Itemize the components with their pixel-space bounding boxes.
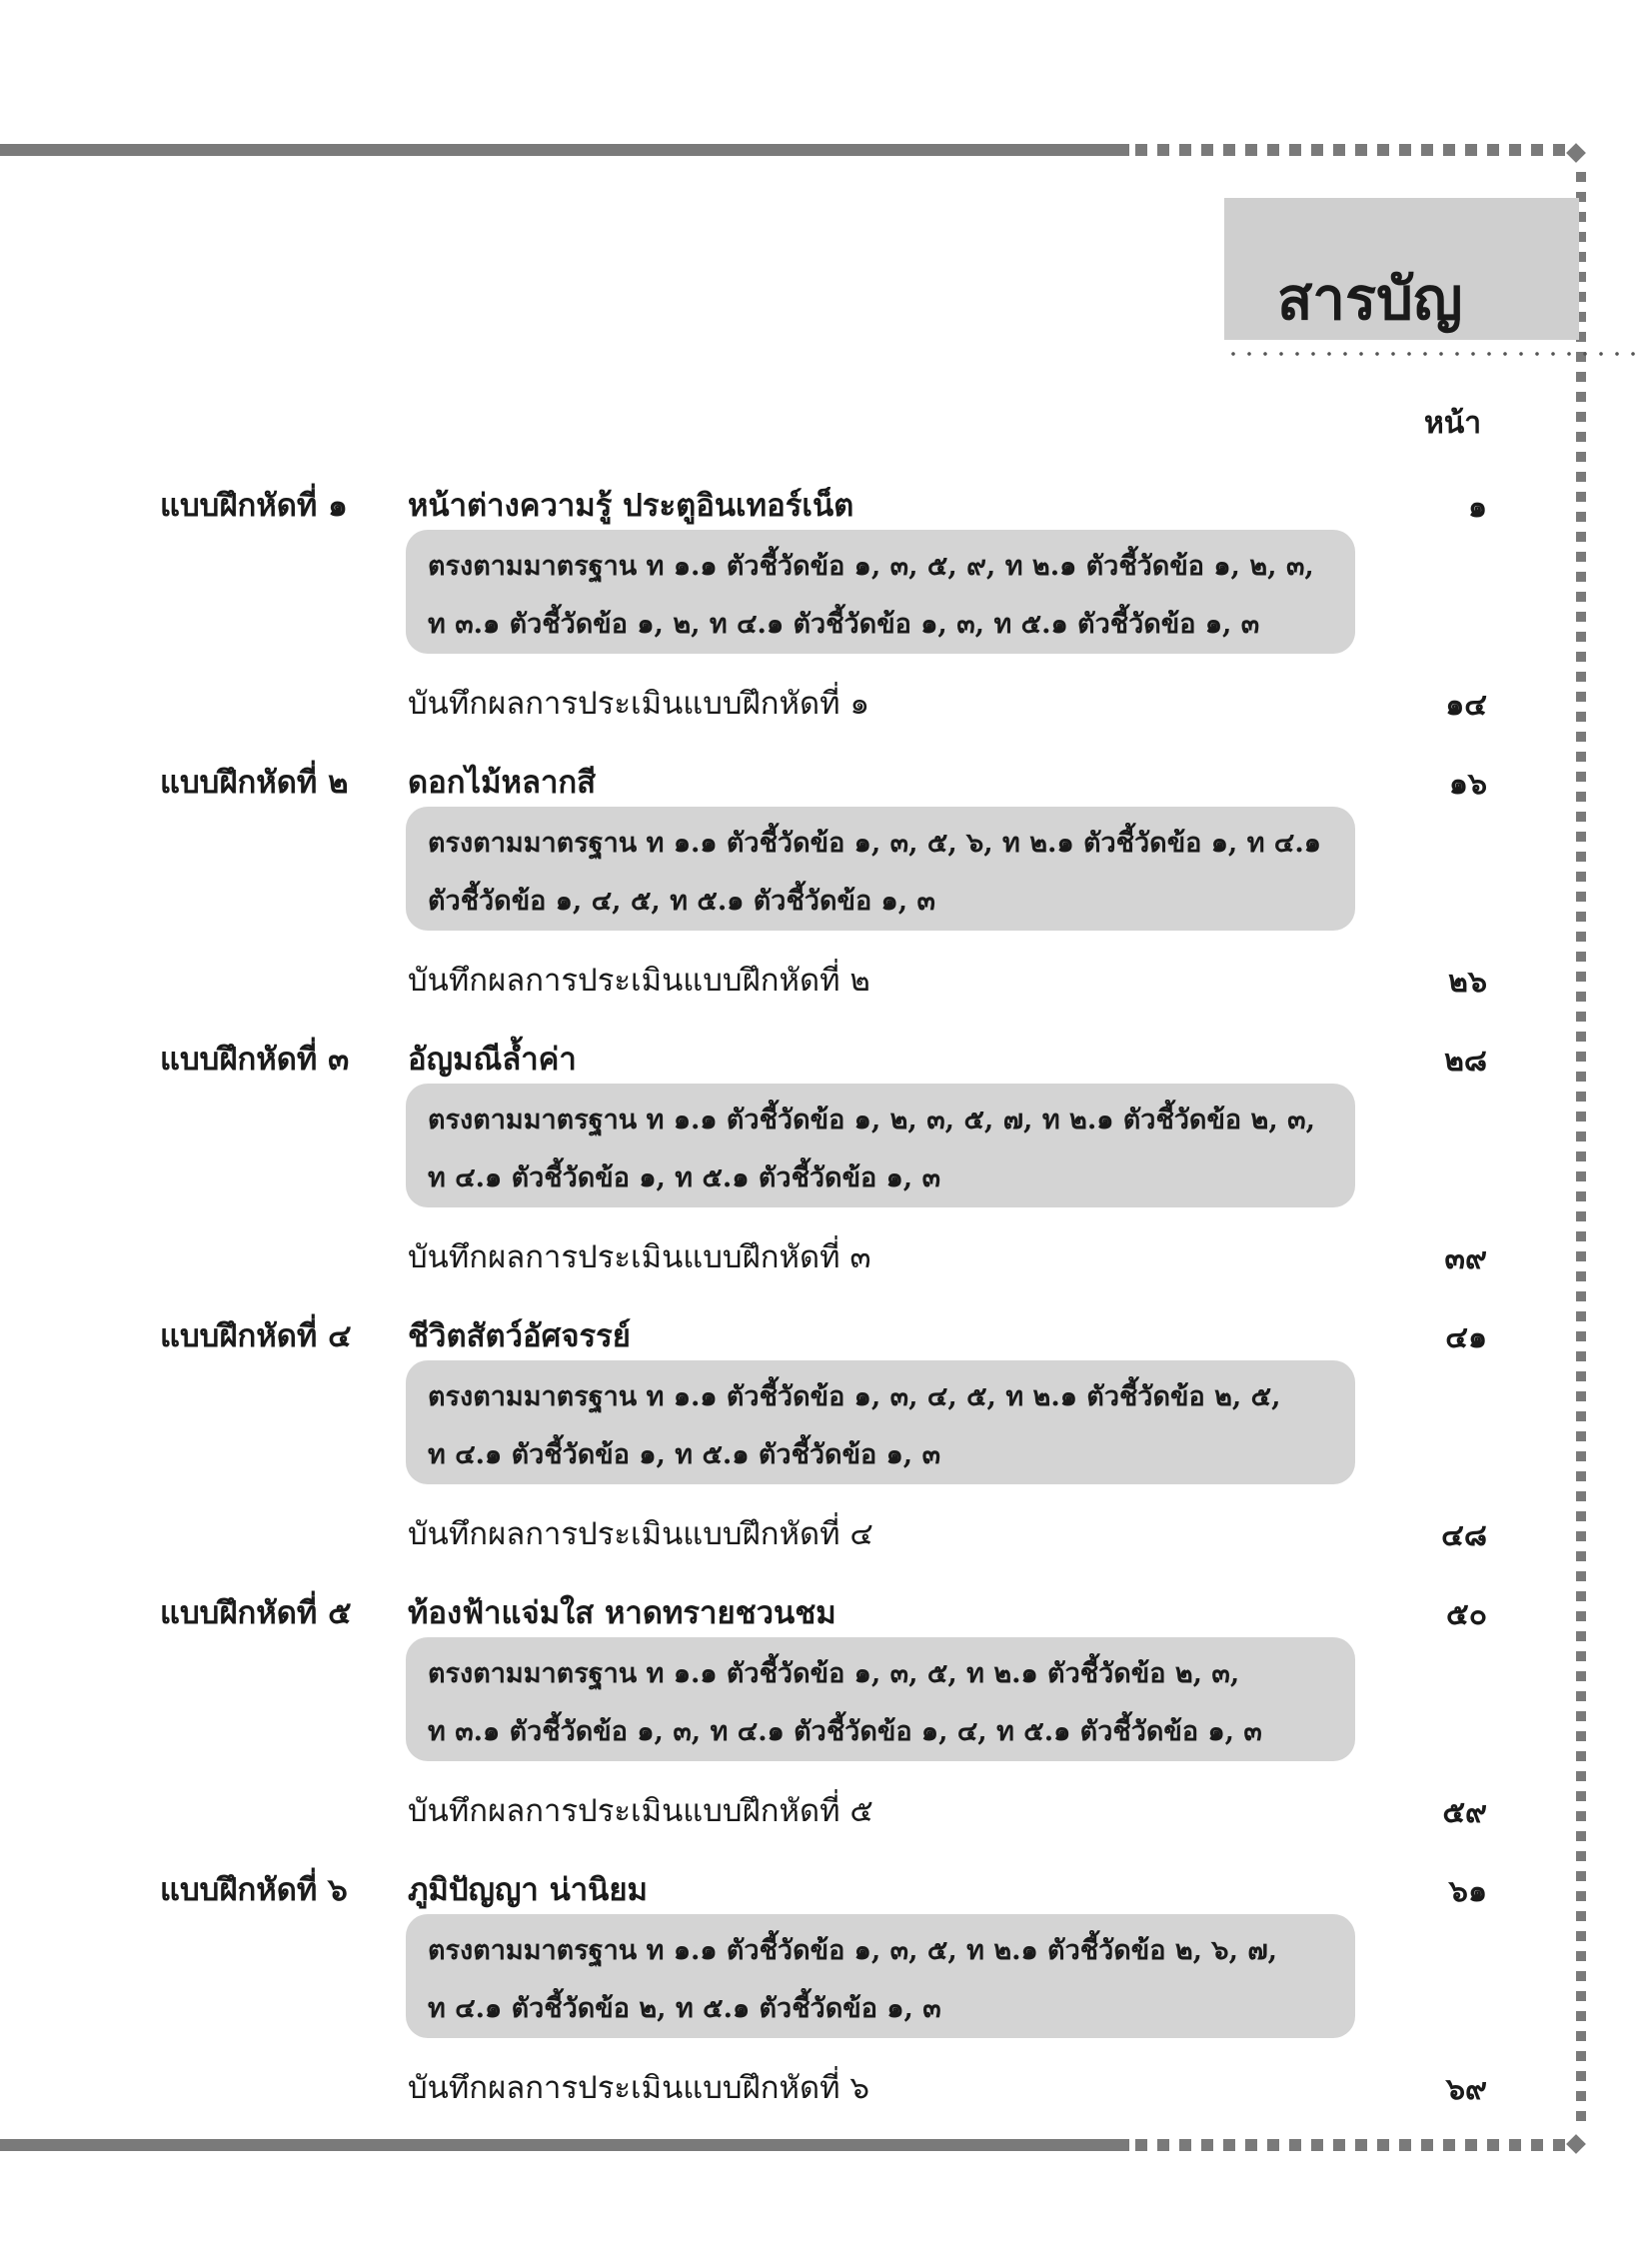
standards-line: ท ๔.๑ ตัวชี้วัดข้อ ๑, ท ๕.๑ ตัวชี้วัดข้อ ๑, ๓: [428, 1162, 941, 1193]
assessment-record-title: บันทึกผลการประเมินแบบฝึกหัดที่ ๓: [408, 1239, 871, 1275]
top-border-dashed: [1135, 144, 1571, 156]
standards-box: [406, 1360, 1355, 1484]
exercise-title: หน้าต่างความรู้ ประตูอินเทอร์เน็ต: [408, 488, 854, 524]
exercise-title: อัญมณีล้ำค่า: [408, 1042, 577, 1078]
standards-box: [406, 530, 1355, 654]
exercise-page-number: ๕๐: [1445, 1597, 1487, 1632]
top-border-solid: [0, 144, 1129, 156]
exercise-title: ท้องฟ้าแจ่มใส หาดทรายชวนชม: [408, 1595, 836, 1631]
assessment-record-page: ๑๔: [1445, 688, 1487, 723]
exercise-label: แบบฝึกหัดที่ ๔: [160, 1318, 352, 1354]
standards-box: [406, 807, 1355, 931]
standards-line: ท ๓.๑ ตัวชี้วัดข้อ ๑, ๒, ท ๔.๑ ตัวชี้วัดข้อ ๑, ๓, ท ๕.๑ ตัวชี้วัดข้อ ๑, ๓: [428, 609, 1260, 640]
exercise-label: แบบฝึกหัดที่ ๖: [160, 1872, 348, 1908]
assessment-record-page: ๖๙: [1445, 2072, 1487, 2107]
standards-line: ตรงตามมาตรฐาน ท ๑.๑ ตัวชี้วัดข้อ ๑, ๓, ๕, ท ๒.๑ ตัวชี้วัดข้อ ๒, ๖, ๗,: [428, 1935, 1278, 1966]
assessment-record-page: ๕๙: [1442, 1795, 1487, 1830]
assessment-record-title: บันทึกผลการประเมินแบบฝึกหัดที่ ๖: [408, 2070, 870, 2106]
standards-box: [406, 1637, 1355, 1761]
exercise-title: ภูมิปัญญา น่านิยม: [408, 1872, 648, 1908]
exercise-label: แบบฝึกหัดที่ ๓: [160, 1042, 350, 1078]
standards-line: ตรงตามมาตรฐาน ท ๑.๑ ตัวชี้วัดข้อ ๑, ๓, ๕, ๖, ท ๒.๑ ตัวชี้วัดข้อ ๑, ท ๔.๑: [428, 828, 1321, 859]
standards-line: ตรงตามมาตรฐาน ท ๑.๑ ตัวชี้วัดข้อ ๑, ๓, ๕, ท ๒.๑ ตัวชี้วัดข้อ ๒, ๓,: [428, 1658, 1240, 1689]
standards-line: ท ๔.๑ ตัวชี้วัดข้อ ๒, ท ๕.๑ ตัวชี้วัดข้อ ๑, ๓: [428, 1993, 941, 2024]
exercise-label: แบบฝึกหัดที่ ๒: [160, 765, 349, 801]
exercise-page-number: ๑๖: [1448, 767, 1487, 802]
exercise-title: ดอกไม้หลากสี: [408, 765, 597, 801]
exercise-page-number: ๑: [1467, 490, 1487, 525]
standards-line: ท ๓.๑ ตัวชี้วัดข้อ ๑, ๓, ท ๔.๑ ตัวชี้วัดข้อ ๑, ๔, ท ๕.๑ ตัวชี้วัดข้อ ๑, ๓: [428, 1716, 1262, 1747]
bottom-border-dashed: [1135, 2139, 1571, 2151]
assessment-record-page: ๔๘: [1441, 1518, 1487, 1553]
title-dotted-rule: [1225, 352, 1645, 356]
exercise-label: แบบฝึกหัดที่ ๑: [160, 488, 348, 524]
exercise-page-number: ๖๑: [1448, 1874, 1487, 1909]
assessment-record-title: บันทึกผลการประเมินแบบฝึกหัดที่ ๔: [408, 1516, 873, 1552]
bottom-border-solid: [0, 2139, 1129, 2151]
standards-line: ตรงตามมาตรฐาน ท ๑.๑ ตัวชี้วัดข้อ ๑, ๓, ๔, ๕, ท ๒.๑ ตัวชี้วัดข้อ ๒, ๕,: [428, 1381, 1281, 1412]
standards-line: ตรงตามมาตรฐาน ท ๑.๑ ตัวชี้วัดข้อ ๑, ๒, ๓, ๕, ๗, ท ๒.๑ ตัวชี้วัดข้อ ๒, ๓,: [428, 1105, 1315, 1135]
page-title: สารบัญ: [1277, 265, 1463, 333]
assessment-record-title: บันทึกผลการประเมินแบบฝึกหัดที่ ๒: [408, 963, 870, 999]
exercise-page-number: ๒๘: [1444, 1044, 1487, 1079]
exercise-title: ชีวิตสัตว์อัศจรรย์: [408, 1318, 631, 1354]
page-column-header: หน้า: [1424, 406, 1482, 441]
standards-box: [406, 1914, 1355, 2038]
assessment-record-page: ๒๖: [1448, 965, 1487, 1000]
exercise-label: แบบฝึกหัดที่ ๕: [160, 1595, 352, 1631]
standards-line: ตัวชี้วัดข้อ ๑, ๔, ๕, ท ๕.๑ ตัวชี้วัดข้อ ๑, ๓: [428, 886, 935, 917]
assessment-record-title: บันทึกผลการประเมินแบบฝึกหัดที่ ๑: [408, 686, 870, 722]
standards-box: [406, 1084, 1355, 1207]
assessment-record-page: ๓๙: [1444, 1241, 1487, 1276]
exercise-page-number: ๔๑: [1445, 1320, 1487, 1355]
assessment-record-title: บันทึกผลการประเมินแบบฝึกหัดที่ ๕: [408, 1793, 873, 1829]
standards-line: ตรงตามมาตรฐาน ท ๑.๑ ตัวชี้วัดข้อ ๑, ๓, ๕, ๙, ท ๒.๑ ตัวชี้วัดข้อ ๑, ๒, ๓,: [428, 551, 1314, 582]
standards-line: ท ๔.๑ ตัวชี้วัดข้อ ๑, ท ๕.๑ ตัวชี้วัดข้อ ๑, ๓: [428, 1439, 941, 1470]
right-border-dashed: [1576, 172, 1586, 2131]
